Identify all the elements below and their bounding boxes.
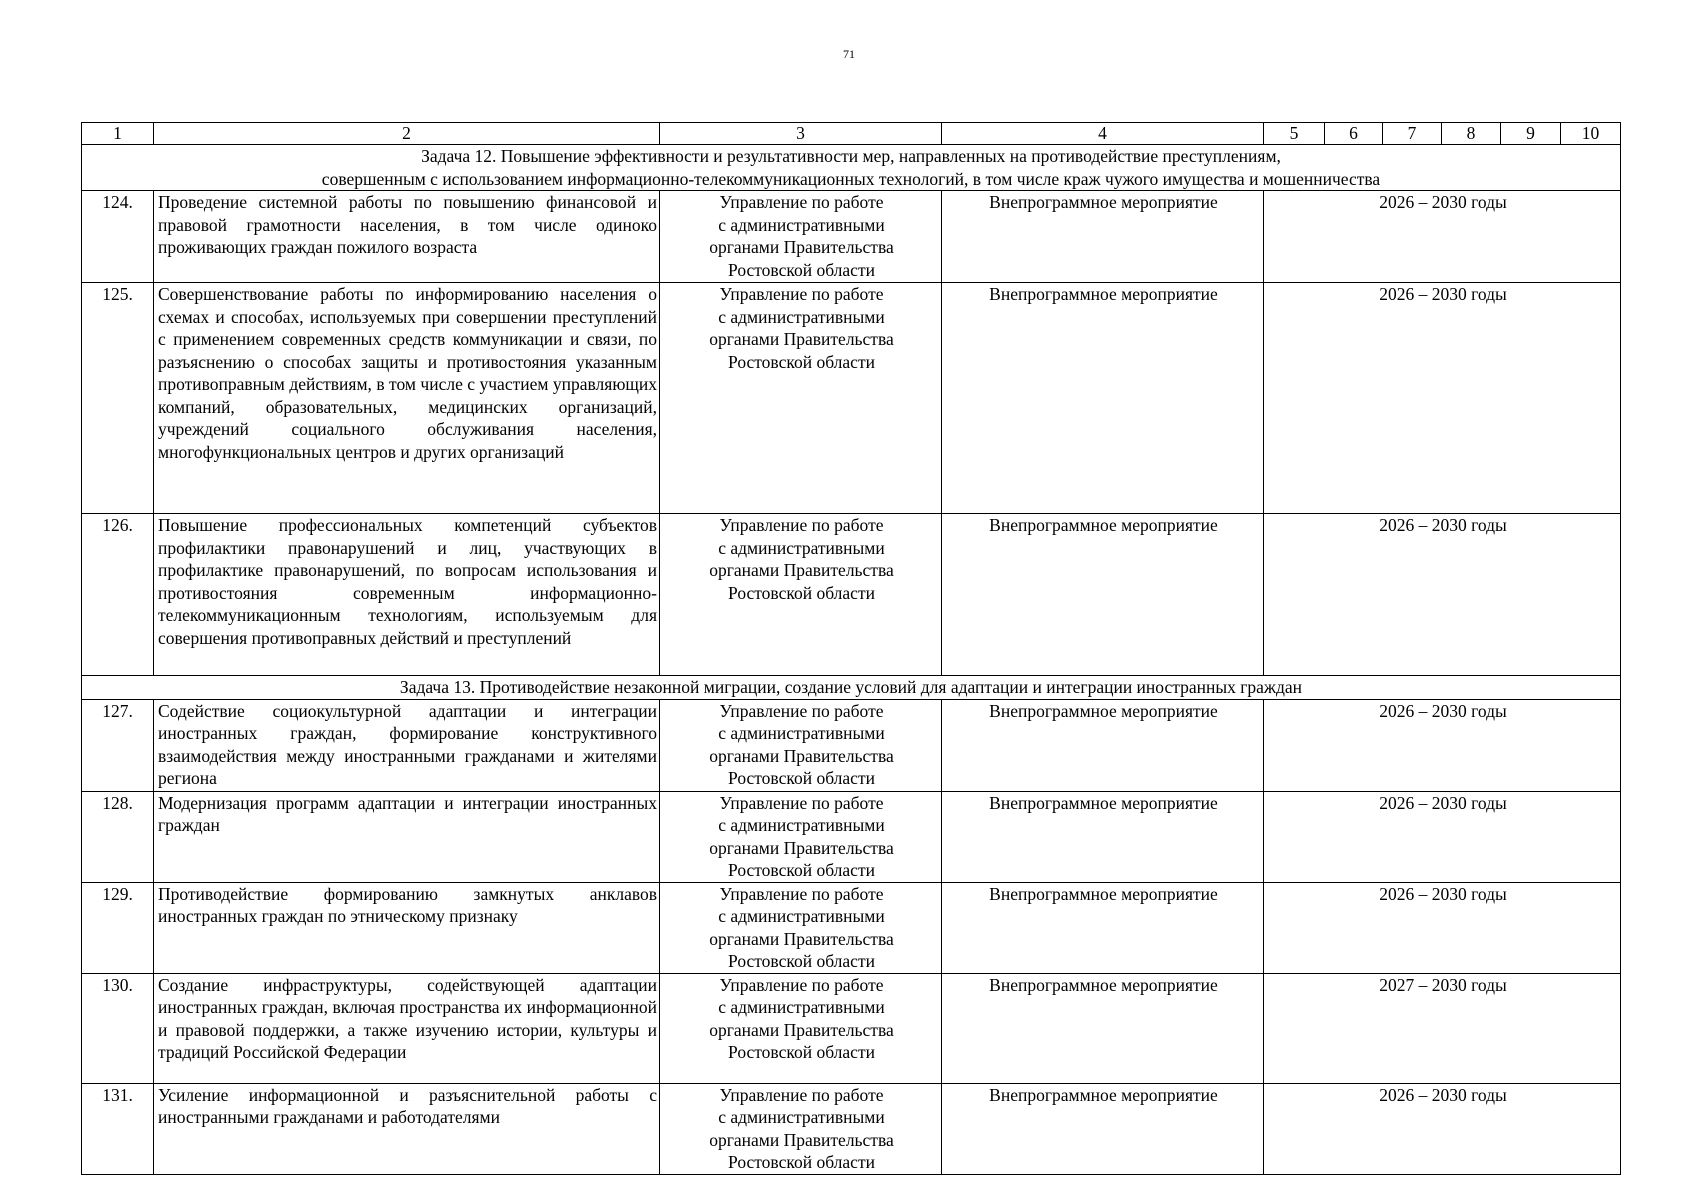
table-row [82, 699, 1621, 791]
executor-line: органами Правительства [709, 745, 894, 766]
executor-line: Ростовской области [728, 768, 875, 788]
executor-cell [660, 1083, 942, 1174]
executor-line: с административными [718, 306, 885, 327]
executor-line: органами Правительства [709, 237, 894, 257]
executor-line: Управление по работе [719, 883, 884, 904]
measure-text: Противодействие формированию замкнутых анклавов иностранных граждан по этническому признаку [154, 882, 660, 973]
executor-line: Ростовской области [728, 582, 875, 603]
executor-cell [660, 283, 942, 514]
period-cell: 2026 – 2030 годы [1264, 1083, 1621, 1174]
task-heading [82, 676, 1621, 700]
row-number: 124. [82, 191, 154, 283]
period-cell: 2026 – 2030 годы [1264, 791, 1621, 882]
measure-text: Совершенствование работы по информированию населения о схемах и способах, используемых при совершении преступлений с применением современных средств коммуникации и связи, по разъяснению о способах защиты и противостояния указанным противоправным действиям, в том числе с участием управляющих компаний, образовательных, медицинских организаций, учреждений социального обслуживания населения, многофункциональных центров и других организаций [154, 283, 660, 514]
executor-cell [660, 514, 942, 676]
executor-line: Ростовской области [728, 951, 875, 971]
measure-text: Содействие социокультурной адаптации и интеграции иностранных граждан, формирование конструктивного взаимодействия между иностранными гражданами и жителями региона [154, 699, 660, 791]
executor-line: Ростовской области [728, 1152, 875, 1172]
executor-line: Ростовской области [728, 1042, 875, 1062]
table-row [82, 973, 1621, 1083]
measure-text: Проведение системной работы по повышению финансовой и правовой грамотности населения, в том числе одиноко проживающих граждан пожилого возраста [154, 191, 660, 283]
header-cell: 8 [1442, 123, 1501, 145]
header-cell: 3 [660, 123, 942, 145]
executor-line: Управление по работе [719, 1084, 884, 1105]
executor-line: с административными [718, 997, 885, 1017]
executor-line: с административными [718, 723, 885, 743]
measure-text: Модернизация программ адаптации и интеграции иностранных граждан [154, 791, 660, 882]
task-heading [82, 145, 1621, 191]
header-cell: 1 [82, 123, 154, 145]
header-cell: 7 [1383, 123, 1442, 145]
row-number: 125. [82, 283, 154, 514]
table-row [82, 1083, 1621, 1174]
measure-type: Внепрограммное мероприятие [942, 973, 1264, 1083]
period-cell: 2026 – 2030 годы [1264, 882, 1621, 973]
page-number: 71 [843, 47, 855, 61]
executor-line: с административными [718, 1107, 885, 1127]
period-cell: 2027 – 2030 годы [1264, 973, 1621, 1083]
executor-line: органами Правительства [709, 928, 894, 949]
header-cell: 10 [1561, 123, 1621, 145]
executor-line: органами Правительства [709, 837, 894, 858]
measure-text: Создание инфраструктуры, содействующей адаптации иностранных граждан, включая пространства их информационной и правовой поддержки, а также изучению истории, культуры и традиций Российской Федерации [154, 973, 660, 1083]
task-heading-row [82, 676, 1621, 700]
measures-table [81, 122, 1621, 1175]
executor-cell [660, 973, 942, 1083]
executor-line: органами Правительства [709, 329, 894, 349]
executor-line: Управление по работе [719, 192, 884, 212]
executor-line: Ростовской области [728, 351, 875, 372]
task-heading-line: Задача 12. Повышение эффективности и результативности мер, направленных на противодействие преступлениям, [421, 146, 1281, 166]
period-cell: 2026 – 2030 годы [1264, 699, 1621, 791]
executor-line: Управление по работе [719, 515, 884, 535]
executor-line: Управление по работе [719, 974, 884, 995]
period-cell: 2026 – 2030 годы [1264, 514, 1621, 676]
row-number: 128. [82, 791, 154, 882]
measure-type: Внепрограммное мероприятие [942, 791, 1264, 882]
executor-line: органами Правительства [709, 1019, 894, 1040]
header-cell: 5 [1264, 123, 1325, 145]
table-row [82, 283, 1621, 514]
header-cell: 6 [1325, 123, 1383, 145]
measure-type: Внепрограммное мероприятие [942, 1083, 1264, 1174]
period-cell: 2026 – 2030 годы [1264, 283, 1621, 514]
executor-line: Ростовской области [728, 860, 875, 880]
measure-type: Внепрограммное мероприятие [942, 191, 1264, 283]
executor-line: Управление по работе [719, 792, 884, 813]
table-row [82, 191, 1621, 283]
executor-cell [660, 791, 942, 882]
executor-line: Ростовской области [728, 259, 875, 280]
table-row [82, 791, 1621, 882]
header-cell: 9 [1501, 123, 1561, 145]
row-number: 130. [82, 973, 154, 1083]
header-row [82, 123, 1621, 145]
measure-text: Повышение профессиональных компетенций субъектов профилактики правонарушений и лиц, участвующих в профилактике правонарушений, по вопросам использования и противостояния современным информационно-телекоммуникационным технологиям, используемым для совершения противоправных действий и преступлений [154, 514, 660, 676]
task-heading-line: Задача 13. Противодействие незаконной миграции, создание условий для адаптации и интеграции иностранных граждан [399, 677, 1303, 697]
row-number: 129. [82, 882, 154, 973]
row-number: 127. [82, 699, 154, 791]
executor-line: с административными [718, 537, 885, 558]
row-number: 126. [82, 514, 154, 676]
executor-cell [660, 191, 942, 283]
table-row [82, 514, 1621, 676]
executor-line: органами Правительства [709, 560, 894, 580]
header-cell: 4 [942, 123, 1264, 145]
task-heading-line: совершенным с использованием информационно-телекоммуникационных технологий, в том числе краж чужого имущества и мошенничества [321, 168, 1381, 189]
measure-type: Внепрограммное мероприятие [942, 514, 1264, 676]
executor-line: с административными [718, 906, 885, 926]
executor-cell [660, 882, 942, 973]
table-row [82, 882, 1621, 973]
executor-line: с административными [718, 214, 885, 235]
task-heading-row [82, 145, 1621, 191]
measure-text: Усиление информационной и разъяснительной работы с иностранными гражданами и работодателями [154, 1083, 660, 1174]
executor-line: органами Правительства [709, 1129, 894, 1150]
executor-line: Управление по работе [719, 700, 884, 721]
executor-line: с административными [718, 815, 885, 835]
period-cell: 2026 – 2030 годы [1264, 191, 1621, 283]
measure-type: Внепрограммное мероприятие [942, 882, 1264, 973]
measure-type: Внепрограммное мероприятие [942, 283, 1264, 514]
executor-cell [660, 699, 942, 791]
measure-type: Внепрограммное мероприятие [942, 699, 1264, 791]
row-number: 131. [82, 1083, 154, 1174]
executor-line: Управление по работе [719, 284, 884, 304]
header-cell: 2 [154, 123, 660, 145]
